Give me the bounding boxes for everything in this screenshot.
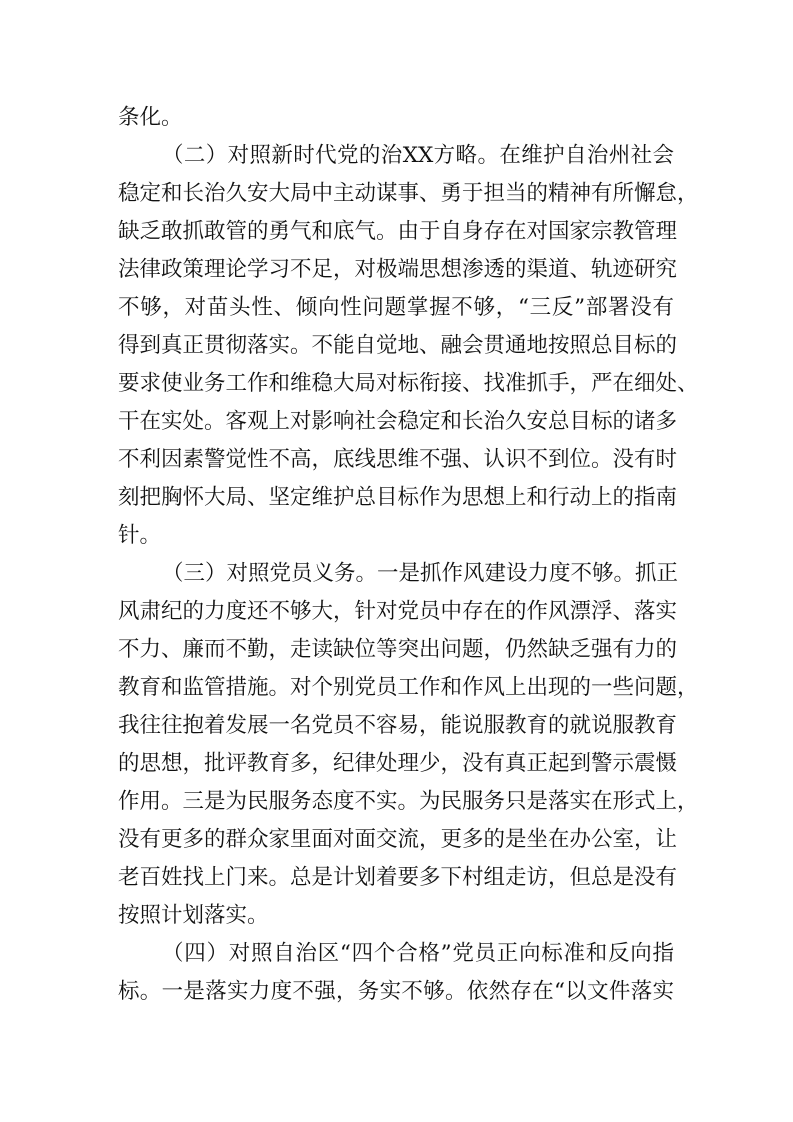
- text-line: 刻把胸怀大局、坚定维护总目标作为思想上和行动上的指南: [118, 485, 678, 510]
- paragraph: [118, 99, 674, 137]
- text-line: 标。一是落实力度不强，务实不够。依然存在“以文件落实: [118, 979, 674, 1004]
- text-line: 老百姓找上门来。总是计划着要多下村组走访，但总是没有: [118, 865, 678, 890]
- text-line: 教育和监管措施。对个别党员工作和作风上出现的一些问题，: [118, 675, 699, 700]
- text-line: 没有更多的群众家里面对面交流，更多的是坐在办公室，让: [118, 827, 678, 852]
- text-line: 法律政策理论学习不足，对极端思想渗透的渠道、轨迹研究: [118, 257, 678, 282]
- text-line: 得到真正贯彻落实。不能自觉地、融会贯通地按照总目标的: [118, 333, 678, 358]
- text-line: 稳定和长治久安大局中主动谋事、勇于担当的精神有所懈怠，: [118, 181, 699, 206]
- text-line: 我往往抱着发展一名党员不容易，能说服教育的就说服教育: [118, 713, 678, 738]
- text-line: 作用。三是为民服务态度不实。为民服务只是落实在形式上，: [118, 789, 699, 814]
- text-line: 不力、廉而不勤，走读缺位等突出问题，仍然缺乏强有力的: [118, 637, 678, 662]
- text-line: 风肃纪的力度还不够大，针对党员中存在的作风漂浮、落实: [118, 599, 678, 624]
- paragraph: [118, 935, 674, 1011]
- text-line: （二）对照新时代党的治XX方略。在维护自治州社会: [162, 143, 674, 168]
- text-line: 缺乏敢抓敢管的勇气和底气。由于自身存在对国家宗教管理: [118, 219, 678, 244]
- text-line: （三）对照党员义务。一是抓作风建设力度不够。抓正: [162, 561, 679, 586]
- text-line: 干在实处。客观上对影响社会稳定和长治久安总目标的诸多: [118, 409, 678, 434]
- text-line: 按照计划落实。: [118, 903, 269, 928]
- text-line: 条化。: [118, 105, 183, 130]
- paragraph: [118, 555, 699, 935]
- text-line: 不够，对苗头性、倾向性问题掌握不够，“三反”部署没有: [118, 295, 674, 320]
- text-line: （四）对照自治区“四个合格”党员正向标准和反向指: [162, 941, 674, 966]
- text-line: 的思想，批评教育多，纪律处理少，没有真正起到警示震慑: [118, 751, 678, 776]
- document-page: [118, 99, 699, 1011]
- paragraph: [118, 137, 699, 555]
- text-line: 要求使业务工作和维稳大局对标衔接、找准抓手，严在细处、: [118, 371, 699, 396]
- text-line: 不利因素警觉性不高，底线思维不强、认识不到位。没有时: [118, 447, 678, 472]
- text-line: 针。: [118, 523, 162, 548]
